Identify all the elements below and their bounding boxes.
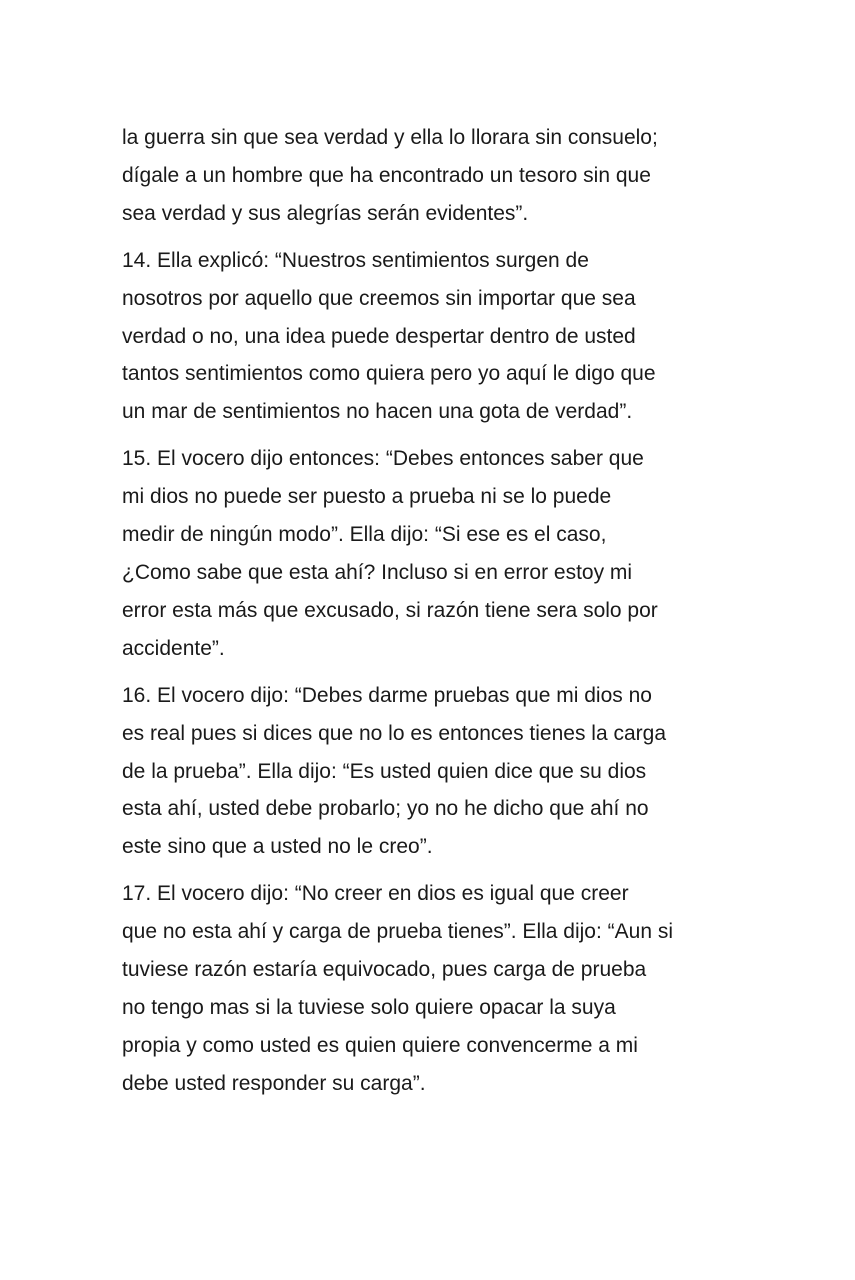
text-line: 15. El vocero dijo entonces: “Debes entonces saber que <box>122 447 644 471</box>
text-line: verdad o no, una idea puede despertar dentro de usted <box>122 324 636 348</box>
text-line: de la prueba”. Ella dijo: “Es usted quien dice que su dios <box>122 759 647 783</box>
paragraph-15 <box>122 440 762 667</box>
text-line: no tengo mas si la tuviese solo quiere opacar la suya <box>122 995 616 1019</box>
text-line: error esta más que excusado, si razón tiene sera solo por <box>122 598 658 622</box>
text-line: mi dios no puede ser puesto a prueba ni se lo puede <box>122 485 612 509</box>
paragraph-16 <box>122 677 762 867</box>
text-line: sea verdad y sus alegrías serán evidentes”. <box>122 201 529 225</box>
body-text <box>122 119 762 1112</box>
text-line: que no esta ahí y carga de prueba tienes”. Ella dijo: “Aun si <box>122 920 674 944</box>
text-line: es real pues si dices que no lo es entonces tienes la carga <box>122 721 667 745</box>
text-line: tantos sentimientos como quiera pero yo aquí le digo que <box>122 362 656 386</box>
text-line: ¿Como sabe que esta ahí? Incluso si en error estoy mi <box>122 560 633 584</box>
text-line: dígale a un hombre que ha encontrado un tesoro sin que <box>122 163 651 187</box>
text-line: debe usted responder su carga”. <box>122 1071 426 1095</box>
text-line: esta ahí, usted debe probarlo; yo no he dicho que ahí no <box>122 797 649 821</box>
text-line: tuviese razón estaría equivocado, pues carga de prueba <box>122 958 647 982</box>
text-line: este sino que a usted no le creo”. <box>122 835 433 859</box>
paragraph-continuation <box>122 119 762 233</box>
paragraph-14 <box>122 242 762 432</box>
text-line: 17. El vocero dijo: “No creer en dios es igual que creer <box>122 882 629 906</box>
text-line: 16. El vocero dijo: “Debes darme pruebas que mi dios no <box>122 683 652 707</box>
text-line: la guerra sin que sea verdad y ella lo llorara sin consuelo; <box>122 126 658 149</box>
text-line: accidente”. <box>122 636 225 660</box>
text-line: propia y como usted es quien quiere convencerme a mi <box>122 1033 638 1057</box>
text-line: 14. Ella explicó: “Nuestros sentimientos surgen de <box>122 248 589 272</box>
text-line: un mar de sentimientos no hacen una gota de verdad”. <box>122 400 633 424</box>
text-line: nosotros por aquello que creemos sin importar que sea <box>122 286 636 310</box>
text-line: medir de ningún modo”. Ella dijo: “Si ese es el caso, <box>122 523 607 547</box>
paragraph-17 <box>122 875 762 1102</box>
